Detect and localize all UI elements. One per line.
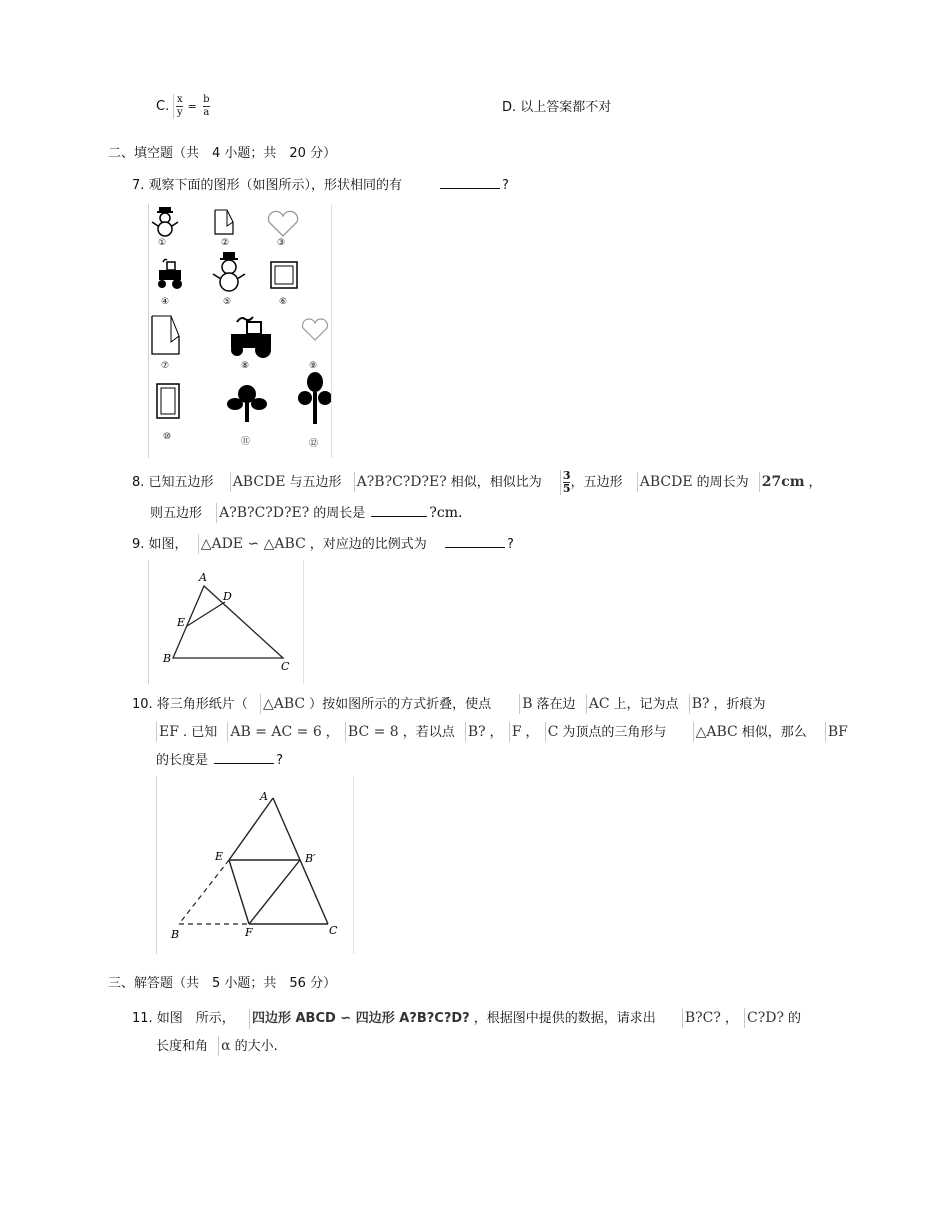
tree-icon [227,385,267,422]
quadrilateral-similarity-formula: 四边形 ABCD ∽ 四边形 A?B?C?D? [249,1009,472,1029]
label-7: ⑦ [161,361,170,371]
label-2: ② [221,238,230,248]
shapes-figure-svg [149,204,331,458]
triangle-ade-svg [149,560,303,684]
point-a: A [199,571,207,584]
label-12: ⑫ [309,439,319,449]
question-11-line-2: 长度和角 α 的大小. [156,1038,278,1054]
formula-prime-pentagon: A?B?C?D?E? [354,472,449,492]
side-ac-formula: AC [586,694,612,714]
point-f: F [245,926,253,939]
triangle-abc-formula: △ABC [260,694,307,714]
point-c: C [329,924,338,937]
heart-icon [268,211,297,236]
bf-formula: BF [825,722,850,742]
question-10-line-1: 10. 将三角形纸片（ △ABC ）按如图所示的方式折叠，使点 B 落在边 AC 上，记为点 B? ，折痕为 [132,696,766,712]
angle-alpha: α [218,1036,232,1056]
triangle-abc-formula-2: △ABC [693,722,740,742]
label-9: ⑨ [309,361,318,371]
formula-abcde: ABCDE [230,472,288,492]
question-8-line-2: 则五边形 A?B?C?D?E? 的周长是 ?cm. [150,500,462,527]
ratio-fraction: $\frac{3}{5}$ [560,470,571,495]
question-10-line-3: 的长度是 ? [156,748,283,774]
tractor-small-icon [158,259,182,289]
point-b: B [171,928,180,941]
folded-square-large-icon [152,316,179,354]
formula-prime-pentagon-2: A?B?C?D?E? [216,503,311,523]
option-c-label: C. [156,99,170,114]
perimeter-value: 27cm [759,472,807,492]
question-9: 9. 如图， △ADE ∽ △ABC ，对应边的比例式为 ? [132,532,514,558]
label-8: ⑧ [241,361,250,371]
question-7-text: 7. 观察下面的图形（如图所示），形状相同的有 [132,178,403,193]
section-3-title: 三、解答题（共 5 小题；共 56 分） [108,976,337,991]
fraction-x-y: $\frac{x}{y}$ [173,94,183,119]
label-5: ⑤ [223,297,232,307]
answer-blank [371,502,427,517]
vertex-b-prime: B? [465,722,488,742]
point-c: C [281,660,290,673]
point-d: D [223,590,232,603]
point-b: B [163,652,172,665]
option-d: D. 以上答案都不对 [502,100,612,115]
label-4: ④ [161,297,170,307]
rectangle-frame-icon [157,384,179,418]
shapes-figure [148,204,332,458]
label-11: ⑪ [241,437,251,447]
vertex-f: F [509,722,524,742]
label-6: ⑥ [279,297,288,307]
tree-tall-icon [298,372,331,424]
folded-square-icon [215,210,233,234]
tractor-large-icon [231,317,271,358]
point-e: E [215,850,224,863]
vertex-c: C [545,722,561,742]
snowman-icon [152,207,178,236]
snowman-large-icon [213,252,245,291]
side-cd-prime: C?D? [744,1008,786,1028]
heart-small-icon [303,319,328,340]
question-10-line-2: EF . 已知 AB = AC = 6 ， BC = 8 ，若以点 B? ， F ， C 为顶点的三角形与 △ABC 相似，那么 BF [156,720,852,746]
answer-blank [214,749,274,764]
question-8-line-1: 8. 已知五边形 ABCDE 与五边形 A?B?C?D?E? 相似，相似比为 $\frac{3}{5}$ ，五边形 ABCDE 的周长为 27cm ， [132,469,822,495]
option-c [156,92,210,122]
question-7: 7. 观察下面的图形（如图所示），形状相同的有 ? [132,174,509,198]
answer-blank [440,174,500,189]
label-10: ⑩ [163,432,172,442]
similarity-formula: △ADE ∽ △ABC [198,534,308,554]
formula-abcde-2: ABCDE [637,472,695,492]
point-a: A [260,790,268,803]
equals-sign: = [187,100,197,113]
side-bc-prime: B?C? [682,1008,723,1028]
folded-triangle-svg [157,776,353,954]
fraction-b-a: $\frac{b}{a}$ [203,94,210,118]
crease-ef-formula: EF [156,722,181,742]
bc-formula: BC = 8 [345,722,401,742]
question-11-line-1: 11. 如图 所示， 四边形 ABCD ∽ 四边形 A?B?C?D? ，根据图中提供的数据，请求出 B?C? ， C?D? 的 [132,1006,801,1032]
label-3: ③ [277,238,286,248]
section-2-title: 二、填空题（共 4 小题；共 20 分） [108,146,337,161]
folded-triangle-figure [156,776,354,954]
answer-blank [445,533,505,548]
ab-ac-formula: AB = AC = 6 [227,722,323,742]
square-frame-icon [271,262,297,288]
triangle-ade-figure [148,560,304,684]
point-b-prime-formula: B? [689,694,712,714]
point-b-prime: B′ [305,852,316,865]
point-e: E [177,616,186,629]
label-1: ① [158,238,167,248]
point-b-formula: B [519,694,534,714]
